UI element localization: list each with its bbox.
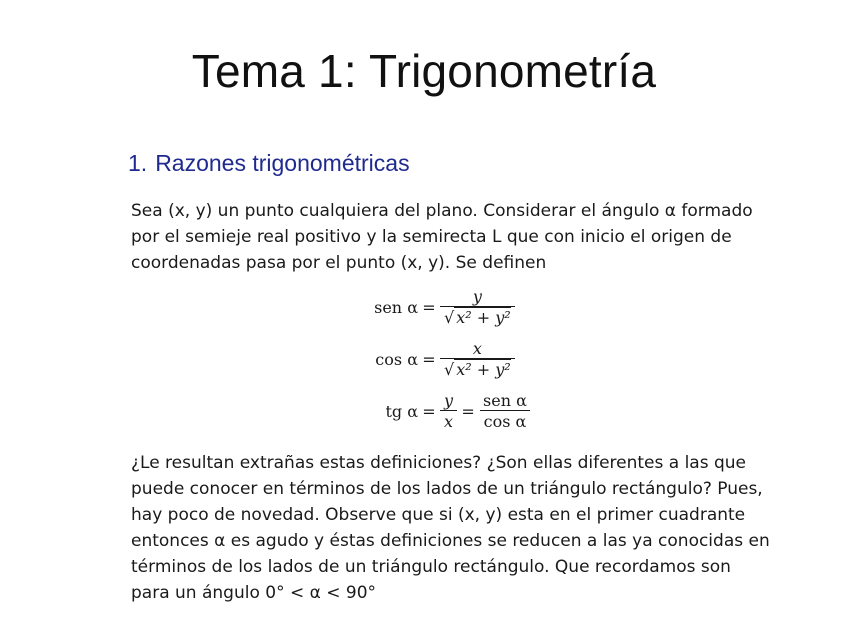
fraction-numerator: y (472, 287, 482, 306)
fraction-denominator: cos α (480, 410, 531, 431)
paragraph-line: términos de los lados de un triángulo rectángulo. Que recordamos son (131, 557, 731, 577)
equation-lhs: tg α (385, 402, 418, 421)
equation-relation: = (422, 402, 436, 421)
paragraph-line: por el semieje real positivo y la semirecta L que con inicio el origen de (131, 227, 732, 247)
equation-relation: = (422, 298, 436, 317)
equation-cos (360, 340, 515, 379)
radicand: x² + y² (456, 360, 511, 379)
fraction-denominator: x (440, 410, 457, 431)
fraction (440, 288, 515, 327)
fraction-numerator: y (444, 391, 454, 410)
equation-relation: = (461, 402, 475, 421)
paragraph-line: coordenadas pasa por el punto (x, y). Se definen (131, 253, 547, 273)
paragraph-intro (131, 198, 761, 276)
fraction-denominator (440, 306, 515, 327)
fraction (440, 392, 457, 431)
paragraph-line: para un ángulo 0° < α < 90° (131, 583, 377, 603)
paragraph-discussion (131, 450, 770, 606)
equation-lhs: sen α (374, 298, 418, 317)
fraction (440, 340, 515, 379)
section-heading-text: Razones trigonométricas (155, 150, 410, 176)
equation-sen (360, 288, 515, 327)
paragraph-line: hay poco de novedad. Observe que si (x, y) esta en el primer cuadrante (131, 505, 746, 525)
sqrt-icon: √ (444, 308, 455, 327)
fraction (479, 392, 531, 431)
equation-tg (360, 392, 531, 431)
fraction-numerator: x (472, 339, 482, 358)
sqrt-icon: √ (444, 360, 455, 379)
fraction-numerator: sen α (483, 391, 527, 410)
paragraph-line: Sea (x, y) un punto cualquiera del plano. Considerar el ángulo α formado (131, 201, 753, 221)
slide-title: Tema 1: Trigonometría (191, 45, 657, 97)
paragraph-line: puede conocer en términos de los lados de un triángulo rectángulo? Pues, (131, 479, 763, 499)
paragraph-line: ¿Le resultan extrañas estas definiciones? ¿Son ellas diferentes a las que (131, 453, 747, 473)
section-number: 1. (128, 150, 148, 176)
fraction-denominator (440, 358, 515, 379)
equation-lhs: cos α (375, 350, 418, 369)
radicand: x² + y² (456, 308, 511, 327)
section-heading (128, 150, 410, 177)
equation-relation: = (422, 350, 436, 369)
paragraph-line: entonces α es agudo y éstas definiciones se reducen a las ya conocidas en (131, 531, 770, 551)
definitions-math-block (360, 286, 560, 436)
